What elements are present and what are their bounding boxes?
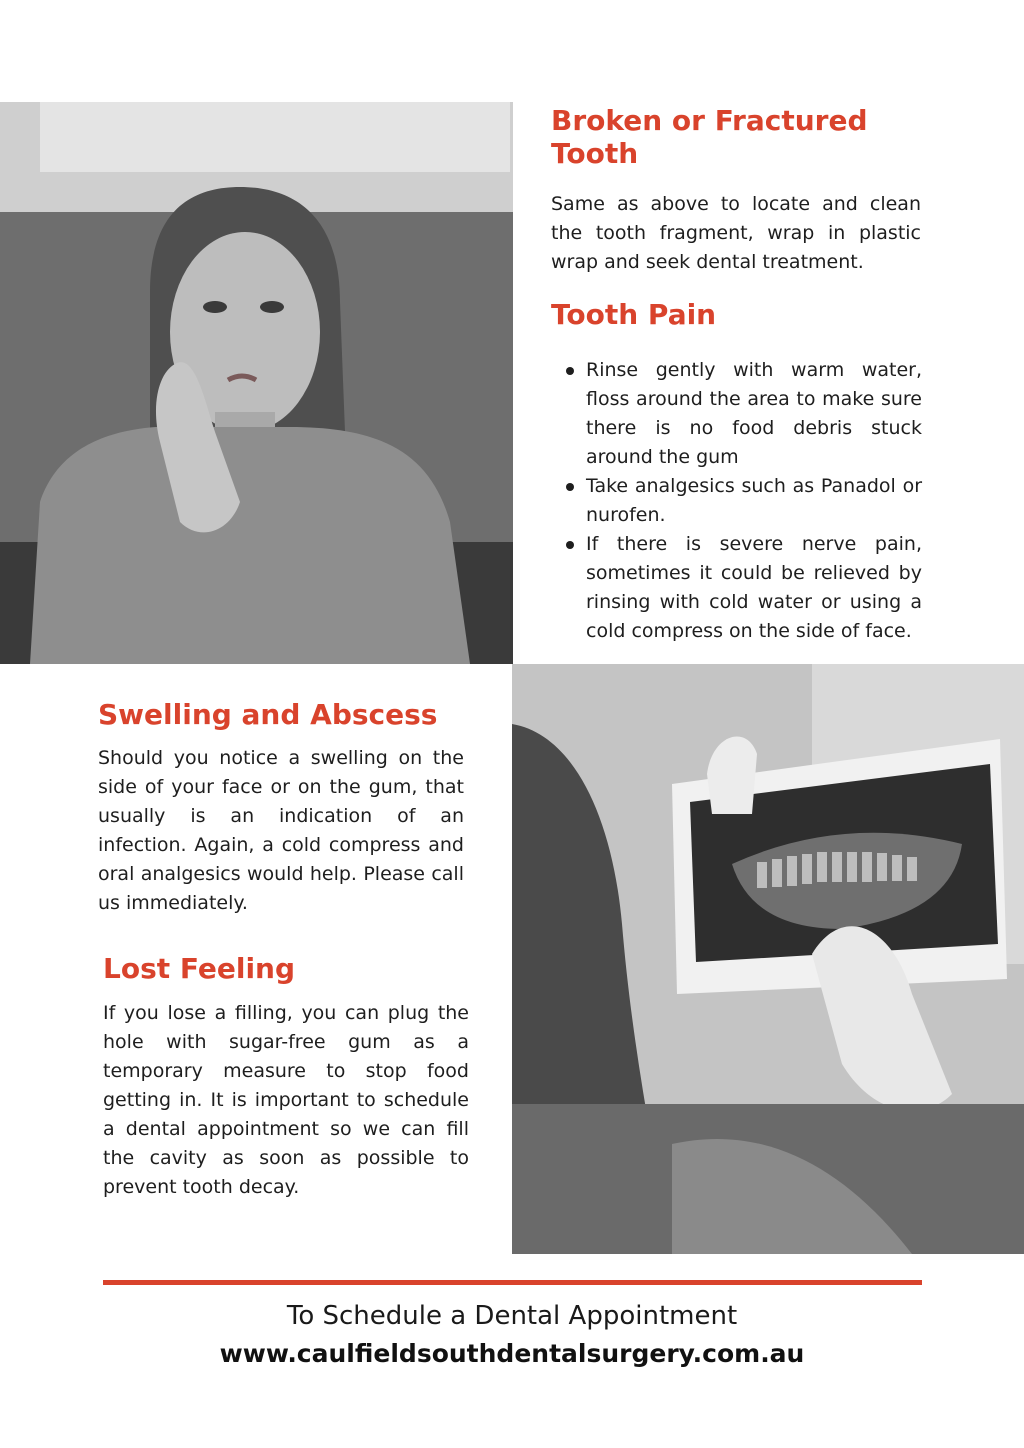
tooth-pain-item: Take analgesics such as Panadol or nurofen. (560, 472, 922, 530)
dental-xray-illustration (512, 664, 1024, 1254)
heading-lost-feeling: Lost Feeling (103, 952, 296, 985)
tooth-pain-item: Rinse gently with warm water, floss around the area to make sure there is no food debris stuck around the gum (560, 356, 922, 472)
tooth-pain-item: If there is severe nerve pain, sometimes it could be relieved by rinsing with cold water or using a cold compress on the side of face. (560, 530, 922, 646)
paragraph-broken-tooth: Same as above to locate and clean the tooth fragment, wrap in plastic wrap and seek dental treatment. (551, 193, 921, 273)
paragraph-lost-feeling: If you lose a filling, you can plug the hole with sugar-free gum as a temporary measure to stop food getting in. It is important to schedule a dental appointment so we can fill the cavity as soon as possible to prevent tooth decay. (103, 1002, 469, 1198)
footer-call-to-action: To Schedule a Dental Appointment (286, 1301, 738, 1331)
footer-website-link[interactable]: www.caulfieldsouthdentalsurgery.com.au (219, 1339, 805, 1368)
tooth-pain-list (560, 356, 922, 646)
heading-swelling-abscess: Swelling and Abscess (98, 698, 438, 731)
heading-tooth-pain: Tooth Pain (551, 298, 717, 331)
heading-broken-tooth: Broken or Fractured Tooth (551, 104, 868, 170)
woman-toothache-illustration (0, 102, 513, 664)
paragraph-swelling-abscess: Should you notice a swelling on the side of your face or on the gum, that usually is an indication of an infection. Again, a cold compress and oral analgesics would help. Please call us immediately. (98, 747, 464, 914)
photo-dental-xray (512, 664, 1024, 1254)
photo-woman-toothache (0, 102, 513, 664)
footer-divider (103, 1280, 922, 1285)
